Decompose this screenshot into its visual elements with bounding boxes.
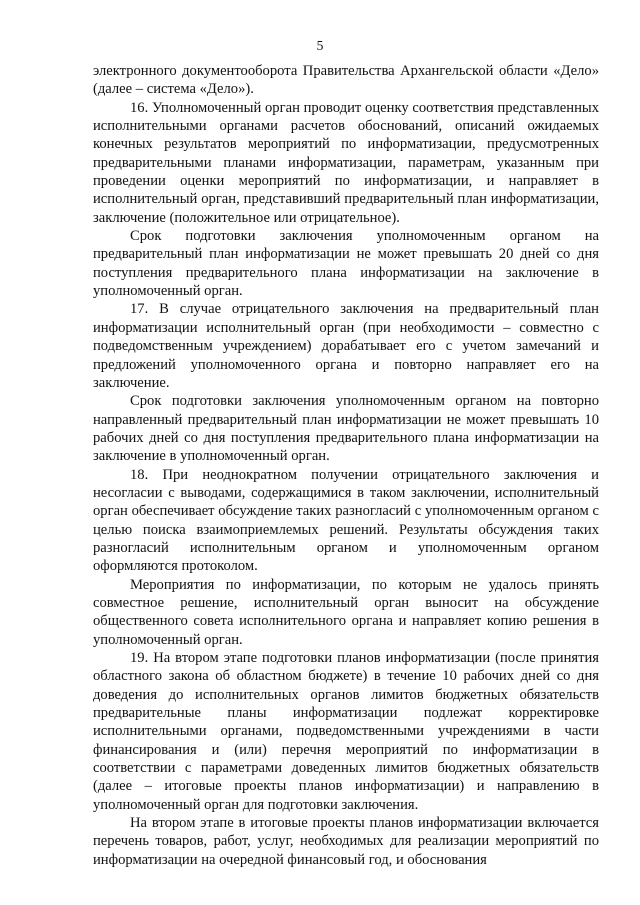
- paragraph-item-18-measures: Мероприятия по информатизации, по которым не удалось принять совместное решение, исполнительный орган выносит на обсуждение общественного совета исполнительного органа и направляет копию решения в уполномоченный орган.: [93, 576, 599, 648]
- paragraph-continuation: электронного документооборота Правительства Архангельской области «Дело» (далее – система «Дело»).: [93, 63, 599, 98]
- paragraph-item-18: 18. При неоднократном получении отрицательного заключения и несогласии с выводами, содержащимися в таком заключении, исполнительный орган обеспечивает обсуждение таких разногласий с уполномоченным органом с целью поиска взаимоприемлемых решений. Результаты обсуждения таких разногласий исполнительным органом и уполномоченным органом оформляются протоколом.: [93, 466, 599, 575]
- paragraph-item-19-second-stage: На втором этапе в итоговые проекты планов информатизации включается перечень товаров, работ, услуг, необходимых для реализации мероприятий по информатизации на очередной финансовый год, и обоснования: [93, 815, 599, 868]
- page-number: 5: [316, 38, 324, 53]
- paragraph-item-19: 19. На втором этапе подготовки планов информатизации (после принятия областного закона об областном бюджете) в течение 10 рабочих дней со дня доведения до исполнительных органов лимитов бюджетных обязательств предварительные планы информатизации подлежат корректировке исполнительными органами, подведомственными учреждениями в части финансирования и (или) перечня мероприятий по информатизации в соответствии с параметрами доведенных лимитов бюджетных обязательств (далее – итоговые проекты планов информатизации) и направлению в уполномоченный орган для подготовки заключения.: [93, 650, 599, 813]
- paragraph-item-17-deadline: Срок подготовки заключения уполномоченным органом на повторно направленный предварительный план информатизации не может превышать 10 рабочих дней со дня поступления предварительного плана информатизации на заключение в уполномоченный орган.: [93, 393, 599, 465]
- paragraph-item-16: 16. Уполномоченный орган проводит оценку соответствия представленных исполнительными органами расчетов обоснований, описаний ожидаемых конечных результатов мероприятий по информатизации, предусмотренных предварительными планами информатизации, параметрам, указанным при проведении оценки мероприятий по информатизации, и направляет в исполнительный орган, представивший предварительный план информатизации, заключение (положительное или отрицательное).: [93, 99, 599, 226]
- document-body: [93, 62, 599, 869]
- paragraph-item-17: 17. В случае отрицательного заключения на предварительный план информатизации исполнительный орган (при необходимости – совместно с подведомственным учреждением) дорабатывает его с учетом замечаний и предложений уполномоченного органа и повторно направляет его на заключение.: [93, 301, 599, 391]
- paragraph-item-16-deadline: Срок подготовки заключения уполномоченным органом на предварительный план информатизации не может превышать 20 дней со дня поступления предварительного плана информатизации на заключение в уполномоченный орган.: [93, 228, 599, 300]
